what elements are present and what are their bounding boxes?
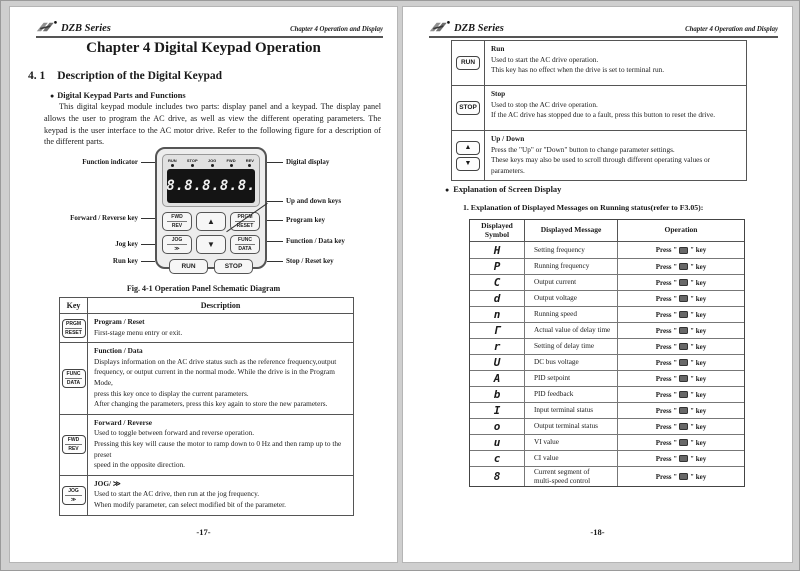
operation-suffix: " key [690, 278, 707, 287]
displayed-message [525, 339, 618, 354]
page-number: -18- [590, 527, 605, 537]
key-description-table-continued [451, 40, 747, 181]
table-row [470, 370, 744, 386]
connector-line [141, 261, 155, 262]
table-row [452, 41, 746, 86]
prgm-reset-key [62, 319, 86, 338]
message-line: Output voltage [534, 294, 577, 303]
description-line: Used to stop the AC drive operation. [491, 99, 598, 109]
displayed-symbol: 8 [470, 467, 525, 486]
seven-segment-display [167, 169, 255, 203]
description-line: Pressing this key will cause the motor to ramp down to 0 Hz and then ramp up to the preset [94, 438, 342, 459]
key-label: DATA [238, 246, 252, 252]
key-cell [60, 343, 88, 414]
description-line: If the AC drive has stopped due to a fault, press this button to reset the drive. [491, 110, 716, 120]
operation-prefix: Press " [655, 278, 678, 287]
description-line: Press the "Up" or "Down" button to change parameter settings. [491, 144, 675, 154]
up-down-keys [456, 141, 480, 155]
connector-line [141, 244, 155, 245]
run-key [456, 56, 480, 70]
indicator-led-dot [211, 164, 214, 167]
table-row [470, 402, 744, 418]
table-row [470, 450, 744, 466]
arrow-icon: ▼ [464, 159, 472, 167]
key-label: DATA [66, 379, 81, 386]
description-line: Used to toggle between forward and reverse operation. [94, 428, 255, 438]
displayed-symbol: u [470, 435, 525, 450]
displayed-symbol: c [470, 451, 525, 466]
operation-suffix: " key [690, 262, 707, 271]
message-line: Actual value of delay time [534, 326, 611, 335]
key-label: FWD [65, 437, 82, 445]
displayed-message [525, 291, 618, 306]
figure-label [267, 257, 383, 265]
displayed-message [525, 403, 618, 418]
description-title: Function / Data [94, 346, 143, 356]
stop-key [456, 101, 480, 115]
column-header-key: Key [60, 298, 88, 313]
table-row [60, 314, 353, 343]
key-cell [60, 415, 88, 475]
figure-labels-right [267, 145, 383, 283]
description-cell [485, 41, 746, 85]
key-cell [60, 314, 88, 342]
displayed-symbol: n [470, 307, 525, 322]
figure-label [38, 257, 155, 265]
displayed-message [525, 435, 618, 450]
figure-label-text: Forward / Reverse key [70, 214, 138, 222]
down-key [196, 235, 226, 254]
indicator-row [167, 158, 255, 167]
run-stop-row [169, 259, 253, 274]
func-data-key-icon [679, 407, 688, 414]
indicator-led-dot [248, 164, 251, 167]
section-heading [28, 70, 222, 82]
displayed-symbol: I [470, 403, 525, 418]
operation-prefix: Press " [655, 406, 678, 415]
figure-label-text: Up and down keys [286, 197, 342, 205]
operation-panel [155, 147, 267, 269]
bullet-icon: ● [50, 92, 55, 100]
func-data-key-icon [679, 327, 688, 334]
description-title: JOG/ ≫ [94, 478, 121, 488]
table-row [470, 386, 744, 402]
bullet-icon: ● [445, 186, 450, 194]
figure-label [38, 158, 155, 166]
operation-prefix: Press " [655, 390, 678, 399]
displayed-symbol: b [470, 387, 525, 402]
message-line: Current segment of [534, 468, 590, 476]
figure-labels-left [38, 145, 155, 283]
figure-label [267, 197, 383, 205]
column-header-description: Description [200, 301, 241, 310]
key-label: RESET [65, 329, 82, 336]
key-cell [452, 86, 485, 130]
up-arrow-icon: ▲ [207, 217, 215, 226]
operation-prefix: Press " [655, 262, 678, 271]
figure-label-text: Run key [112, 257, 138, 265]
description-title: Up / Down [491, 134, 525, 143]
connector-line [141, 218, 155, 219]
figure-label [38, 214, 155, 222]
brand [429, 20, 504, 34]
key-label: ≫ [70, 496, 77, 503]
key-label: JOG [167, 237, 187, 245]
operation-cell [618, 323, 744, 338]
down-arrow-icon: ▼ [207, 240, 215, 249]
subsection-heading-text: Explanation of Screen Display [453, 185, 562, 194]
brand-logo [36, 20, 58, 34]
operation-prefix: Press " [655, 246, 678, 254]
message-line: PID feedback [534, 390, 574, 399]
indicator-led-dot [191, 164, 194, 167]
figure-label-text: Digital display [286, 158, 330, 166]
connector-line [267, 201, 283, 202]
fwd-rev-key [162, 212, 192, 231]
key-label: ≫ [174, 246, 180, 252]
status-indicator [187, 158, 198, 167]
func-data-key-icon [679, 473, 688, 480]
operation-prefix: Press " [655, 310, 678, 319]
operation-suffix: " key [690, 438, 707, 447]
operation-suffix: " key [690, 406, 707, 415]
operation-cell [618, 403, 744, 418]
table-row [60, 343, 353, 415]
table-row [470, 434, 744, 450]
displayed-message [525, 467, 618, 486]
operation-suffix: " key [690, 310, 707, 319]
connector-line [267, 261, 283, 262]
displayed-message [525, 419, 618, 434]
description-cell [485, 86, 746, 130]
section-title: Description of the Digital Keypad [57, 70, 223, 82]
connector-line [267, 241, 283, 242]
operation-suffix: " key [690, 294, 707, 303]
operation-suffix: " key [690, 342, 707, 351]
figure-caption: Fig. 4-1 Operation Panel Schematic Diagram [126, 284, 281, 293]
key-label: PRGM [66, 320, 81, 327]
key-label: FUNC [235, 237, 255, 245]
page-18 [402, 6, 793, 563]
operation-cell [618, 307, 744, 322]
status-indicator [168, 158, 177, 167]
displayed-symbol: Γ [470, 323, 525, 338]
subsection-heading [50, 91, 186, 100]
status-indicator [246, 158, 254, 167]
func-data-key-icon [679, 279, 688, 286]
description-line: This key has no effect when the drive is set to terminal run. [491, 65, 665, 75]
table-row [470, 274, 744, 290]
indicator-led-dot [171, 164, 174, 167]
keypad-figure [10, 145, 397, 283]
func-data-key-icon [679, 423, 688, 430]
table-row [452, 86, 746, 131]
func-data-key-icon [679, 263, 688, 270]
description-line: speed in the opposite direction. [94, 460, 185, 470]
indicator-led-dot [230, 164, 233, 167]
brand-logo [429, 20, 451, 34]
func-data-key-icon [679, 247, 688, 254]
prgm-reset-key [230, 212, 260, 231]
func-data-key-icon [679, 295, 688, 302]
figure-label-text: Stop / Reset key [286, 257, 334, 265]
key-label: RUN [181, 262, 196, 270]
description-cell [88, 415, 353, 475]
description-line: When modify parameter, can select modified bit of the parameter. [94, 499, 286, 509]
table-row [452, 131, 746, 180]
page-17 [9, 6, 398, 563]
operation-cell [618, 387, 744, 402]
operation-prefix: Press " [655, 422, 678, 431]
table-row [470, 418, 744, 434]
display-value: 8.8.8.8.8. [166, 178, 256, 194]
table-row [470, 322, 744, 338]
displayed-message [525, 323, 618, 338]
key-label: STOP [224, 262, 243, 270]
figure-label-text: Program key [286, 216, 325, 224]
subsection-heading-text: Digital Keypad Parts and Functions [57, 91, 186, 100]
operation-prefix: Press " [655, 358, 678, 367]
func-data-key-icon [679, 311, 688, 318]
message-line: Running speed [534, 310, 577, 319]
message-line: multi-speed control [534, 476, 591, 485]
displayed-message [525, 355, 618, 370]
key-label: RUN [460, 59, 476, 66]
func-data-key [62, 369, 86, 388]
displayed-symbol: P [470, 259, 525, 274]
displayed-message [525, 451, 618, 466]
operation-prefix: Press " [655, 294, 678, 303]
message-line: Setting frequency [534, 245, 585, 254]
key-label: FUNC [66, 370, 81, 377]
table-row [470, 258, 744, 274]
page-number: -17- [196, 527, 211, 537]
indicator-label: RUN [168, 158, 177, 163]
operation-cell [618, 435, 744, 450]
operation-suffix: " key [690, 422, 707, 431]
connector-line [267, 162, 283, 163]
displayed-symbol: A [470, 371, 525, 386]
up-down-keys [456, 157, 480, 171]
table-row [470, 242, 744, 258]
key-label: REV [171, 223, 183, 229]
message-line: Output current [534, 278, 577, 287]
run-key [169, 259, 208, 274]
message-line: Setting of delay time [534, 342, 595, 351]
key-cell [452, 131, 485, 180]
operation-cell [618, 242, 744, 258]
operation-suffix: " key [690, 454, 707, 463]
description-line: frequency, or output current in the normal mode. While the drive is in the Program Mode, [94, 367, 335, 387]
key-label: REV [68, 446, 79, 453]
operation-cell [618, 275, 744, 290]
column-header-message: Displayed Message [525, 220, 618, 241]
operation-prefix: Press " [655, 326, 678, 335]
figure-label-text: Function indicator [82, 158, 138, 166]
operation-prefix: Press " [655, 438, 678, 447]
column-header-symbol: Displayed Symbol [470, 220, 525, 241]
description-cell [88, 476, 353, 515]
table-row [470, 290, 744, 306]
description-line: Used to start the AC drive, then run at the jog frequency. [94, 489, 260, 499]
figure-label [267, 237, 383, 245]
description-title: Stop [491, 89, 506, 98]
displayed-message [525, 307, 618, 322]
description-title: Forward / Reverse [94, 417, 152, 427]
fwd-rev-key [62, 435, 86, 454]
brand [36, 20, 111, 34]
func-data-key-icon [679, 343, 688, 350]
displayed-message [525, 371, 618, 386]
running-header: Chapter 4 Operation and Display [685, 26, 778, 33]
message-line: Output terminal status [534, 422, 598, 431]
table-header-row [470, 220, 744, 242]
operation-suffix: " key [690, 326, 707, 335]
figure-label [267, 216, 383, 224]
operation-cell [618, 419, 744, 434]
displayed-symbol: r [470, 339, 525, 354]
operation-cell [618, 259, 744, 274]
displayed-symbol: U [470, 355, 525, 370]
brand-name: DZB Series [61, 23, 111, 34]
func-data-key-icon [679, 359, 688, 366]
description-cell [88, 343, 353, 414]
description-title: Program / Reset [94, 317, 145, 326]
displayed-symbol: H [470, 242, 525, 258]
displayed-message [525, 242, 618, 258]
indicator-label: REV [245, 158, 254, 163]
table-row [470, 306, 744, 322]
figure-label-text: Jog key [115, 240, 138, 248]
status-indicator [208, 158, 216, 167]
operation-prefix: Press " [655, 472, 678, 481]
message-line: DC bus voltage [534, 358, 579, 367]
message-line: VI value [534, 438, 559, 447]
message-line: CI value [534, 454, 559, 463]
operation-prefix: Press " [655, 374, 678, 383]
func-data-key-icon [679, 391, 688, 398]
description-line: These keys may also be used to scroll through different operating values or parameters. [491, 155, 711, 175]
intro-paragraph: This digital keypad module includes two parts: display panel and a keypad. The display panel allows the user to program the AC drive, as well as view the different operating parameters. The keypad is the user interface to the AC motor drive. Refer to the following figure for a description of the different parts. [44, 102, 381, 147]
displayed-messages-table [469, 219, 745, 487]
indicator-label: STOP [186, 158, 198, 163]
stop-key [214, 259, 253, 274]
list-item-heading: 1. Explanation of Displayed Messages on Running status(refer to F3.05): [463, 203, 704, 212]
table-body [452, 41, 746, 180]
status-indicator [226, 158, 235, 167]
operation-prefix: Press " [655, 342, 678, 351]
operation-suffix: " key [690, 358, 707, 367]
operation-cell [618, 371, 744, 386]
connector-line [141, 162, 155, 163]
key-label: JOG [65, 488, 82, 496]
func-data-key-icon [679, 455, 688, 462]
description-cell [485, 131, 746, 180]
description-cell [88, 314, 353, 342]
description-line: After changing the parameters, press this key again to store the new parameters. [94, 399, 328, 409]
displayed-message [525, 275, 618, 290]
operation-suffix: " key [690, 374, 707, 383]
message-line: Running frequency [534, 262, 590, 271]
operation-prefix: Press " [655, 454, 678, 463]
operation-suffix: " key [690, 390, 707, 399]
table-row [470, 338, 744, 354]
displayed-symbol: o [470, 419, 525, 434]
jog-key [162, 235, 192, 254]
running-header: Chapter 4 Operation and Display [290, 26, 383, 33]
jog-key [62, 486, 86, 505]
operation-cell [618, 451, 744, 466]
description-line: Displays information on the AC drive status such as the reference frequency,output [94, 356, 337, 366]
table-row [60, 415, 353, 476]
connector-line [267, 220, 283, 221]
description-title: Run [491, 44, 505, 53]
up-key [196, 212, 226, 231]
func-data-key [230, 235, 260, 254]
key-description-table [59, 297, 354, 516]
table-body [60, 314, 353, 515]
operation-suffix: " key [690, 472, 707, 481]
message-line: Input terminal status [534, 406, 594, 415]
indicator-label: JOG [207, 158, 217, 163]
displayed-message [525, 259, 618, 274]
key-label: PRGM [235, 214, 255, 222]
key-label: FWD [167, 214, 187, 222]
key-cell [60, 476, 88, 515]
operation-cell [618, 355, 744, 370]
page-header [429, 17, 778, 38]
arrow-icon: ▲ [464, 143, 472, 151]
table-row [470, 466, 744, 486]
table-header-row [60, 298, 353, 314]
indicator-label: FWD [226, 158, 236, 163]
func-data-key-icon [679, 375, 688, 382]
displayed-symbol: C [470, 275, 525, 290]
displayed-symbol: d [470, 291, 525, 306]
description-line: First-stage menu entry or exit. [94, 327, 183, 337]
table-row [470, 354, 744, 370]
brand-name: DZB Series [454, 23, 504, 34]
displayed-message [525, 387, 618, 402]
figure-label [267, 158, 383, 166]
operation-cell [618, 339, 744, 354]
func-data-key-icon [679, 439, 688, 446]
description-line: Used to start the AC drive operation. [491, 54, 599, 64]
operation-cell [618, 291, 744, 306]
operation-cell [618, 467, 744, 486]
page-header [36, 17, 383, 38]
description-line: press this key once to display the current parameters. [94, 388, 249, 398]
key-cell [452, 41, 485, 85]
subsection-heading [445, 185, 561, 194]
section-number: 4. 1 [28, 70, 46, 82]
display-panel [162, 154, 260, 207]
table-row [60, 476, 353, 515]
column-header-operation: Operation [664, 225, 698, 235]
chapter-title: Chapter 4 Digital Keypad Operation [86, 40, 321, 56]
key-label: RESET [236, 223, 254, 229]
table-body [470, 242, 744, 486]
figure-label-text: Function / Data key [286, 237, 345, 245]
message-line: PID setpoint [534, 374, 571, 383]
figure-label [38, 240, 155, 248]
operation-suffix: " key [690, 246, 707, 254]
key-label: STOP [459, 104, 477, 111]
